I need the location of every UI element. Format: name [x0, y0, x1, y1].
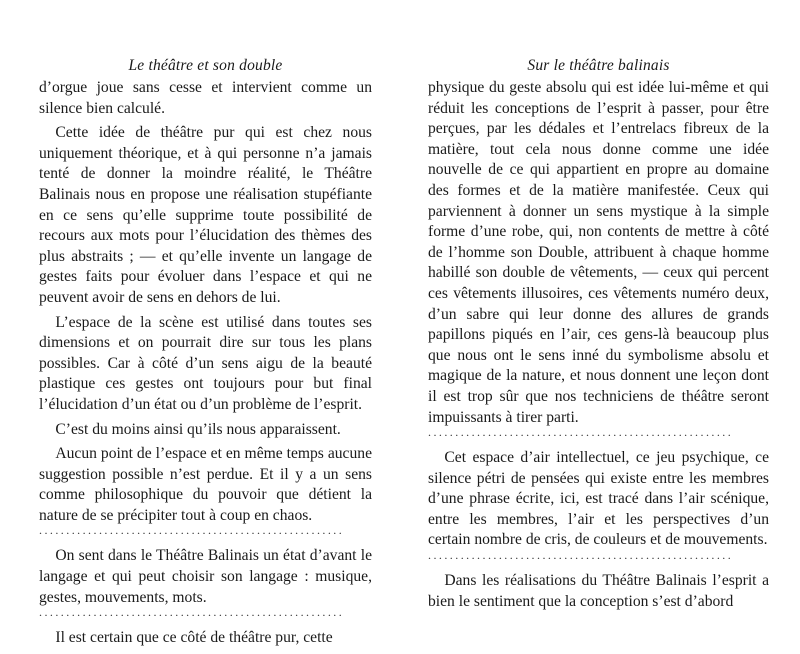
- dotted-separator: ........................................................: [39, 608, 345, 620]
- dotted-separator: ........................................................: [428, 428, 734, 440]
- paragraph: physique du geste absolu qui est idée lui-même et qui réduit les conceptions de l’esprit à passer, pour être perçues, par les dédales et l’entrelacs fibreux de la matière, tout cela nous donne comme une idée nouvelle de ce qui appartient en propre au domaine des formes et de la matière manifestée. Ceux qui parviennent à donner un sens mystique à la simple forme d’une robe, qui, non contents de mettre à côté de l’homme son Double, attribuent à chaque homme habillé son double de vêtements, — ceux qui percent ces vêtements illusoires, ces vêtements numéro deux, d’un sabre qui leur donne des allures de grands papillons piqués en l’air, ces gens-là beaucoup plus que nous ont le sens inné du symbolisme absolu et magique de la nature, et nous donnent une leçon dont il est trop sûr que nos techniciens de théâtre seront impuissants à tirer parti.: [428, 79, 769, 426]
- right-page-text: [428, 78, 769, 612]
- paragraph: d’orgue joue sans cesse et intervient comme un silence bien calculé.: [39, 79, 372, 117]
- left-page: [39, 0, 372, 654]
- right-page: [428, 0, 769, 654]
- paragraph: Aucun point de l’espace et en même temps aucune suggestion possible n’est perdue. Et il y a un sens comme philosophique du pouvoir que détient la nature de se précipiter tout à coup en chaos.: [39, 445, 372, 524]
- paragraph: Dans les réalisations du Théâtre Balinais l’esprit a bien le sentiment que la conception s’est d’abord: [428, 572, 769, 610]
- dotted-separator: ........................................................: [39, 526, 345, 538]
- paragraph: On sent dans le Théâtre Balinais un état d’avant le langage et qui peut choisir son langage : musique, gestes, mouvements, mots.: [39, 547, 372, 606]
- paragraph: C’est du moins ainsi qu’ils nous apparaissent.: [55, 420, 341, 438]
- paragraph: Cette idée de théâtre pur qui est chez nous uniquement théorique, et à qui personne n’a jamais tenté de donner la moindre réalité, le Théâtre Balinais nous en propose une réalisation stupéfiante en ce sens qu’elle supprime toute possibilité de recours aux mots pour l’élucidation des thèmes des plus abstraits ; — et qu’elle invente un langage de gestes faits pour évoluer dans l’espace et qui ne peuvent avoir de sens en dehors de lui.: [39, 124, 372, 306]
- dotted-separator: ........................................................: [428, 551, 734, 563]
- left-page-text: [39, 78, 372, 649]
- left-running-head: Le théâtre et son double: [128, 57, 283, 74]
- paragraph: Il est certain que ce côté de théâtre pur, cette: [55, 629, 333, 647]
- paragraph: L’espace de la scène est utilisé dans toutes ses dimensions et on pourrait dire sur tous les plans possibles. Car à côté d’un sens aigu de la beauté plastique ces gestes ont toujours pour but final l’élucidation d’un état ou d’un problème de l’esprit.: [39, 313, 372, 413]
- right-running-head: Sur le théâtre balinais: [527, 57, 670, 74]
- paragraph: Cet espace d’air intellectuel, ce jeu psychique, ce silence pétri de pensées qui existe entre les membres d’une phrase écrite, ici, est tracé dans l’air scénique, entre les membres, l’air et les perspectives d’un certain nombre de cris, de couleurs et de mouvements.: [428, 449, 769, 549]
